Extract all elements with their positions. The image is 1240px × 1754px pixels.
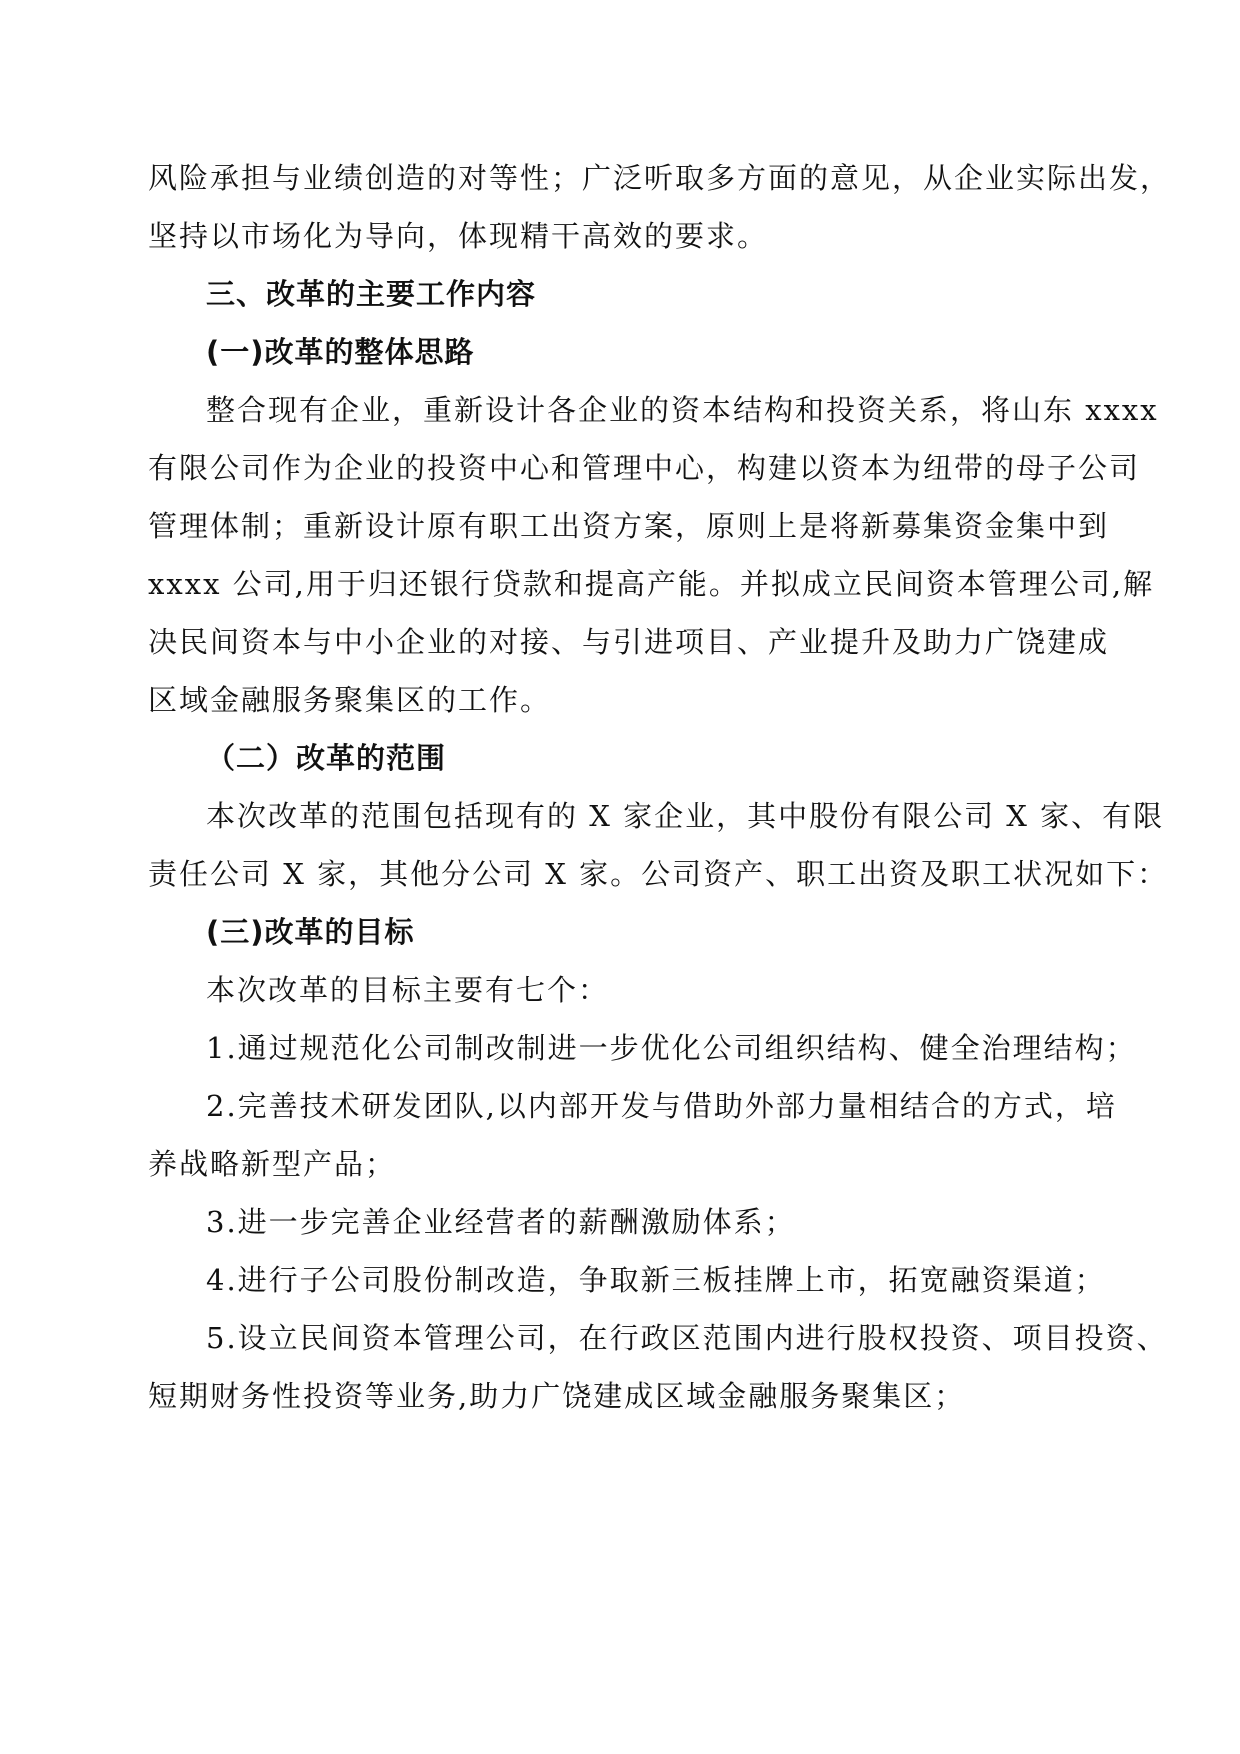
body-text-line: 决民间资本与中小企业的对接、与引进项目、产业提升及助力广饶建成 <box>148 625 1110 659</box>
subsection-heading: （二）改革的范围 <box>206 741 447 775</box>
list-item: 3.进一步完善企业经营者的薪酬激励体系； <box>206 1205 796 1239</box>
body-text-line: xxxx 公司,用于归还银行贷款和提高产能。并拟成立民间资本管理公司,解 <box>148 567 1155 601</box>
list-item-continuation: 短期财务性投资等业务,助力广饶建成区域金融服务聚集区； <box>148 1379 966 1413</box>
subsection-heading: (三)改革的目标 <box>206 915 415 949</box>
body-text-line: 管理体制；重新设计原有职工出资方案，原则上是将新募集资金集中到 <box>148 509 1110 543</box>
body-text-line: 风险承担与业绩创造的对等性；广泛听取多方面的意见，从企业实际出发， <box>148 161 1172 195</box>
section-heading: 三、改革的主要工作内容 <box>206 277 537 311</box>
body-text-line: 本次改革的范围包括现有的 X 家企业，其中股份有限公司 X 家、有限 <box>206 799 1165 833</box>
body-text-line: 整合现有企业，重新设计各企业的资本结构和投资关系，将山东 xxxx <box>206 393 1159 427</box>
list-item: 5.设立民间资本管理公司，在行政区范围内进行股权投资、项目投资、 <box>206 1321 1168 1355</box>
list-item: 2.完善技术研发团队,以内部开发与借助外部力量相结合的方式，培 <box>206 1089 1117 1123</box>
list-item: 1.通过规范化公司制改制进一步优化公司组织结构、健全治理结构； <box>206 1031 1137 1065</box>
subsection-heading: (一)改革的整体思路 <box>206 335 475 369</box>
list-item: 4.进行子公司股份制改造，争取新三板挂牌上市，拓宽融资渠道； <box>206 1263 1106 1297</box>
body-text-line: 有限公司作为企业的投资中心和管理中心，构建以资本为纽带的母子公司 <box>148 451 1141 485</box>
body-text-line: 坚持以市场化为导向，体现精干高效的要求。 <box>148 219 769 253</box>
list-item-continuation: 养战略新型产品； <box>148 1147 397 1181</box>
body-text-line: 本次改革的目标主要有七个： <box>206 973 610 1007</box>
body-text-line: 责任公司 X 家，其他分公司 X 家。公司资产、职工出资及职工状况如下： <box>148 857 1169 891</box>
body-text-line: 区域金融服务聚集区的工作。 <box>148 683 552 717</box>
